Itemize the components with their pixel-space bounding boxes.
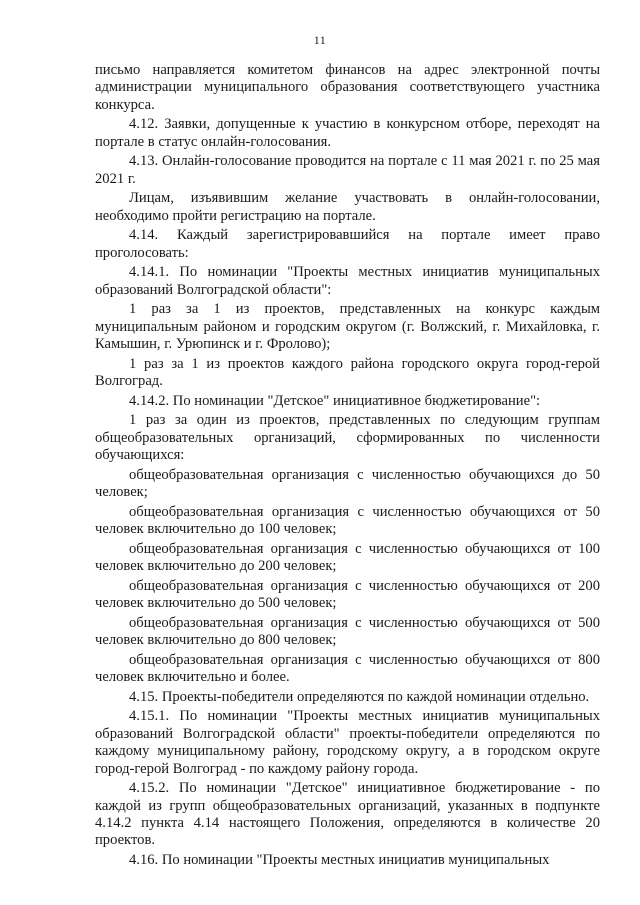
paragraph: 4.13. Онлайн-голосование проводится на портале с 11 мая 2021 г. по 25 мая 2021 г. bbox=[95, 153, 600, 187]
paragraph: общеобразовательная организация с численностью обучающихся от 200 человек включительно до 500 человек; bbox=[95, 577, 600, 612]
paragraph: общеобразовательная организация с численностью обучающихся от 500 человек включительно до 800 человек; bbox=[95, 614, 600, 649]
paragraph: 4.15.2. По номинации "Детское" инициативное бюджетирование - по каждой из групп общеобразовательных организаций, указанных в подпункте 4.14.2 пункта 4.14 настоящего Положения, определяются в количестве 20 проектов. bbox=[95, 780, 600, 849]
paragraph: общеобразовательная организация с численностью обучающихся от 50 человек включительно до 100 человек; bbox=[95, 503, 600, 538]
paragraph: 4.15.1. По номинации "Проекты местных инициатив муниципальных образований Волгоградской области" проекты-победители определяются по каждому муниципальному району, городскому округу, а в городском округе город-герой Волгоград - по каждому району города. bbox=[95, 708, 600, 777]
paragraph: 4.14.2. По номинации "Детское" инициативное бюджетирование": bbox=[129, 392, 541, 409]
paragraph: 1 раз за 1 из проектов каждого района городского округа город-герой Волгоград. bbox=[95, 355, 600, 390]
paragraph: 4.14.1. По номинации "Проекты местных инициатив муниципальных образований Волгоградской области": bbox=[95, 264, 600, 298]
paragraph: 1 раз за 1 из проектов, представленных на конкурс каждым муниципальным районом и городским округом (г. Волжский, г. Михайловка, г. Камышин, г. Урюпинск и г. Фролово); bbox=[95, 301, 600, 353]
paragraph: общеобразовательная организация с численностью обучающихся от 800 человек включительно и более. bbox=[95, 651, 600, 686]
paragraph: общеобразовательная организация с численностью обучающихся от 100 человек включительно до 200 человек; bbox=[95, 540, 600, 575]
paragraph: 4.15. Проекты-победители определяются по каждой номинации отдельно. bbox=[129, 688, 590, 705]
paragraph: письмо направляется комитетом финансов на адрес электронной почты администрации муниципального образования соответствующего участника конкурса. bbox=[95, 62, 600, 113]
paragraph: общеобразовательная организация с численностью обучающихся до 50 человек; bbox=[95, 466, 600, 501]
paragraph: 4.16. По номинации "Проекты местных инициатив муниципальных bbox=[129, 852, 550, 869]
paragraph: Лицам, изъявившим желание участвовать в онлайн-голосовании, необходимо пройти регистрацию на портале. bbox=[95, 190, 600, 224]
page-number: 11 bbox=[313, 33, 327, 47]
paragraph: 4.14. Каждый зарегистрировавшийся на портале имеет право проголосовать: bbox=[95, 227, 600, 261]
paragraph: 1 раз за один из проектов, представленных по следующим группам общеобразовательных организаций, сформированных по численности обучающихся: bbox=[95, 412, 600, 464]
document-body bbox=[95, 62, 600, 872]
paragraph: 4.12. Заявки, допущенные к участию в конкурсном отборе, переходят на портале в статус онлайн-голосования. bbox=[95, 116, 600, 150]
